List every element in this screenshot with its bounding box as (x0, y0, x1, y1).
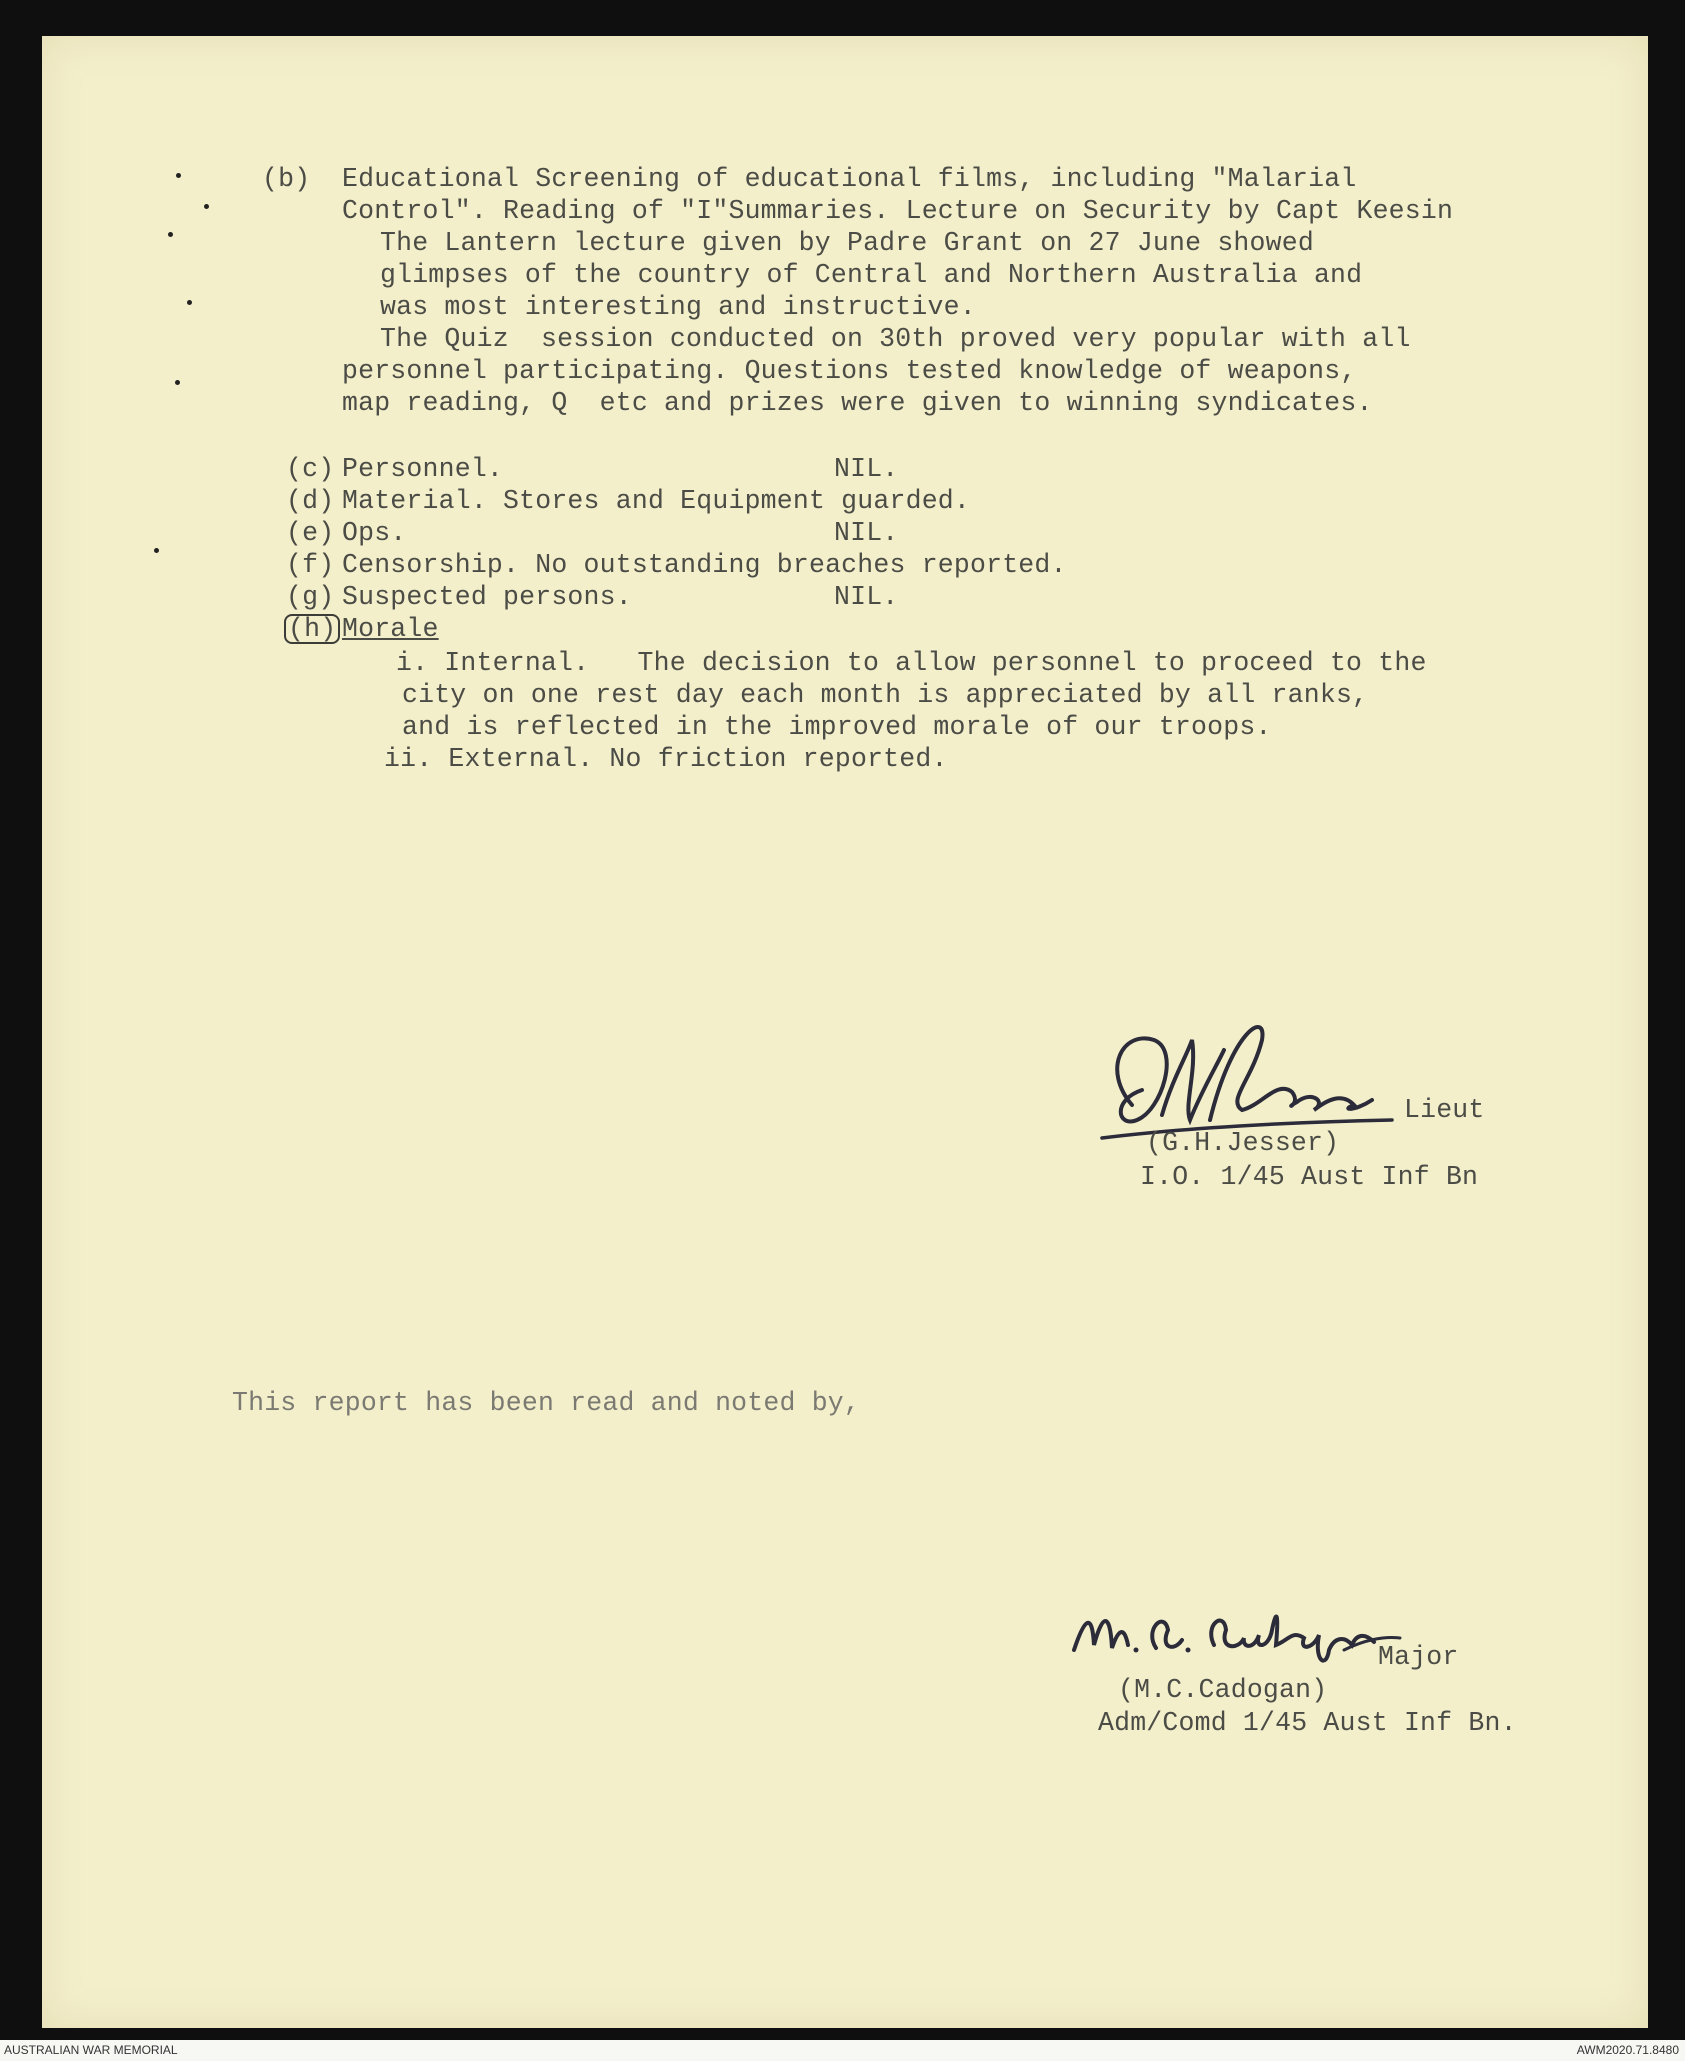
handwritten-signature-cadogan (1064, 1590, 1404, 1680)
item-marker-h (284, 614, 340, 644)
item-marker-g: (g) (286, 582, 335, 612)
section-b-line: The Quiz session conducted on 30th proved very popular with all (380, 324, 1411, 354)
item-marker-f: (f) (286, 550, 335, 580)
ink-speck (176, 173, 181, 178)
section-b-line: personnel participating. Questions tested knowledge of weapons, (342, 356, 1357, 386)
item-marker-b: (b) (262, 164, 311, 194)
morale-line: city on one rest day each month is appreciated by all ranks, (402, 680, 1369, 710)
ink-speck (154, 548, 159, 553)
item-text-material: Material. Stores and Equipment guarded. (342, 486, 971, 516)
morale-line: and is reflected in the improved morale of our troops. (402, 712, 1272, 742)
item-marker-c: (c) (286, 454, 335, 484)
ink-speck (168, 232, 173, 237)
item-text-censorship: Censorship. No outstanding breaches reported. (342, 550, 1067, 580)
item-value-ops: NIL. (834, 518, 899, 548)
morale-heading: Morale (342, 614, 439, 644)
section-b-line: The Lantern lecture given by Padre Grant on 27 June showed (380, 228, 1314, 258)
ink-speck (204, 204, 209, 209)
item-value-suspected: NIL. (834, 582, 899, 612)
item-marker-d: (d) (286, 486, 335, 516)
section-b-line: was most interesting and instructive. (380, 292, 976, 322)
section-b-line: glimpses of the country of Central and Northern Australia and (380, 260, 1363, 290)
morale-line: i. Internal. The decision to allow personnel to proceed to the (396, 648, 1427, 678)
noted-line: This report has been read and noted by, (232, 1388, 861, 1418)
item-text-suspected: Suspected persons. (342, 582, 632, 612)
item-value-personnel: NIL. (834, 454, 899, 484)
item-marker-e: (e) (286, 518, 335, 548)
signature-1-name: (G.H.Jesser) (1146, 1128, 1340, 1158)
footer-institution: AUSTRALIAN WAR MEMORIAL (4, 2043, 178, 2057)
morale-line: ii. External. No friction reported. (384, 744, 948, 774)
section-b-line: Educational Screening of educational films, including "Malarial (342, 164, 1357, 194)
footer-accession-number: AWM2020.71.8480 (1576, 2043, 1679, 2057)
circled-marker: (h) (284, 614, 340, 644)
item-text-personnel: Personnel. (342, 454, 504, 484)
section-b-line: map reading, Q etc and prizes were given to winning syndicates. (342, 388, 1373, 418)
signature-1-rank: Lieut (1404, 1095, 1485, 1125)
ink-speck (187, 300, 192, 305)
signature-1-appointment: I.O. 1/45 Aust Inf Bn (1140, 1162, 1479, 1192)
signature-2-name: (M.C.Cadogan) (1118, 1675, 1328, 1705)
item-text-ops: Ops. (342, 518, 407, 548)
ink-speck (175, 380, 180, 385)
signature-2-rank: Major (1378, 1642, 1459, 1672)
section-b-line: Control". Reading of "I"Summaries. Lecture on Security by Capt Keesin (342, 196, 1454, 226)
signature-2-appointment: Adm/Comd 1/45 Aust Inf Bn. (1098, 1708, 1517, 1738)
